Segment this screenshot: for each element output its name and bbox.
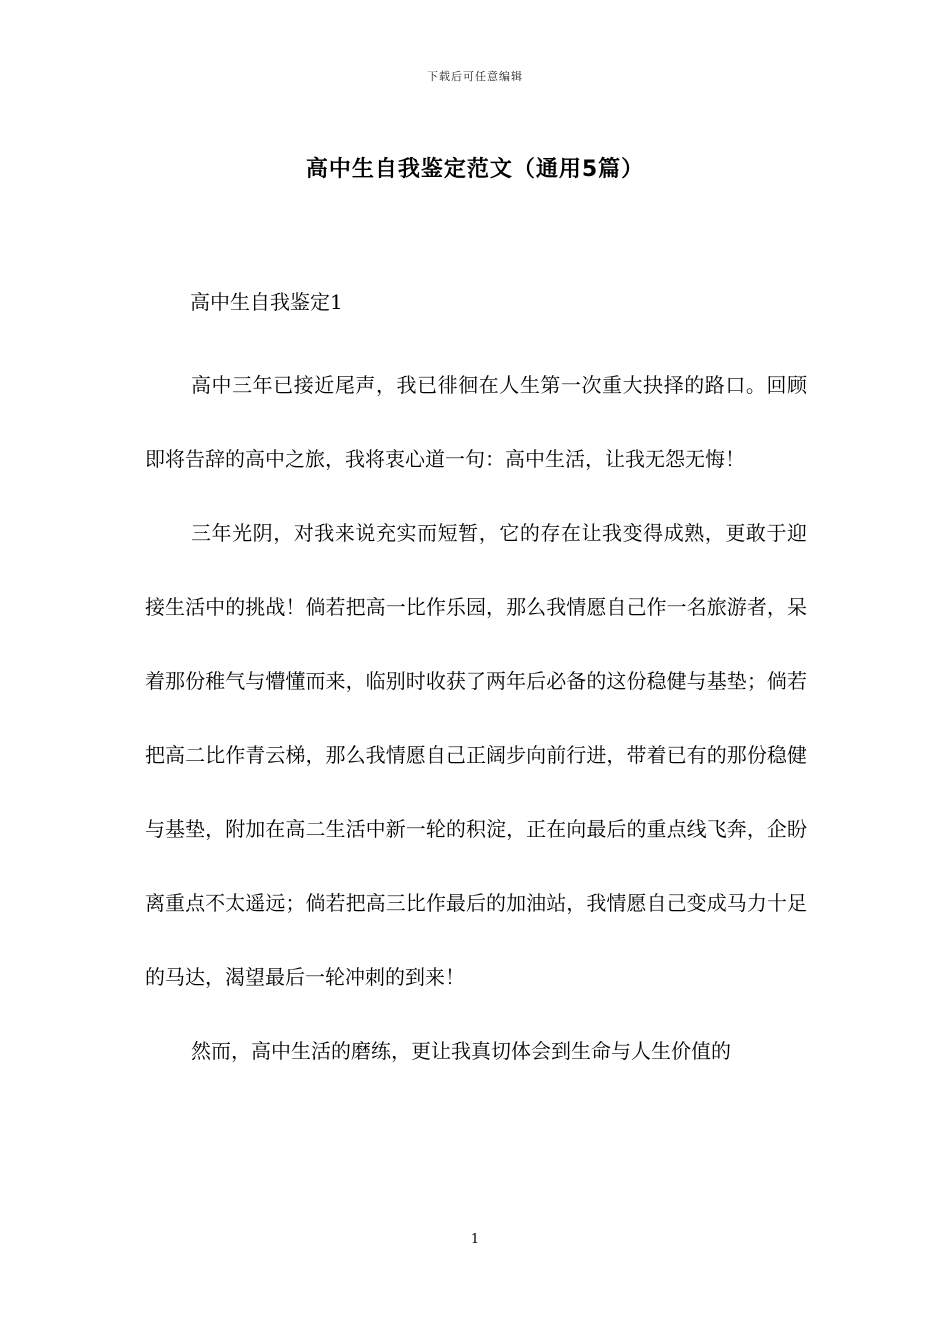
paragraph: 然而，高中生活的磨练，更让我真切体会到生命与人生价值的 — [191, 1039, 731, 1063]
body-text — [145, 348, 807, 1088]
paragraph: 高中三年已接近尾声，我已徘徊在人生第一次重大抉择的路口。回顾即将告辞的高中之旅，我将衷心道一句：高中生活，让我无怨无悔！ — [145, 373, 807, 471]
header-note: 下载后可任意编辑 — [427, 70, 523, 83]
paragraph: 三年光阴，对我来说充实而短暂，它的存在让我变得成熟，更敢于迎接生活中的挑战！倘若把高一比作乐园，那么我情愿自己作一名旅游者，呆着那份稚气与懵懂而来，临别时收获了两年后必备的这份稳健与基垫；倘若把高二比作青云梯，那么我情愿自己正阔步向前行进，带着已有的那份稳健与基垫，附加在高二生活中新一轮的积淀，正在向最后的重点线飞奔，企盼离重点不太遥远；倘若把高三比作最后的加油站，我情愿自己变成马力十足的马达，渴望最后一轮冲刺的到来！ — [145, 521, 807, 989]
page-number: 1 — [470, 1232, 480, 1247]
section-heading: 高中生自我鉴定1 — [190, 290, 343, 314]
document-title: 高中生自我鉴定范文（通用5篇） — [305, 157, 645, 182]
